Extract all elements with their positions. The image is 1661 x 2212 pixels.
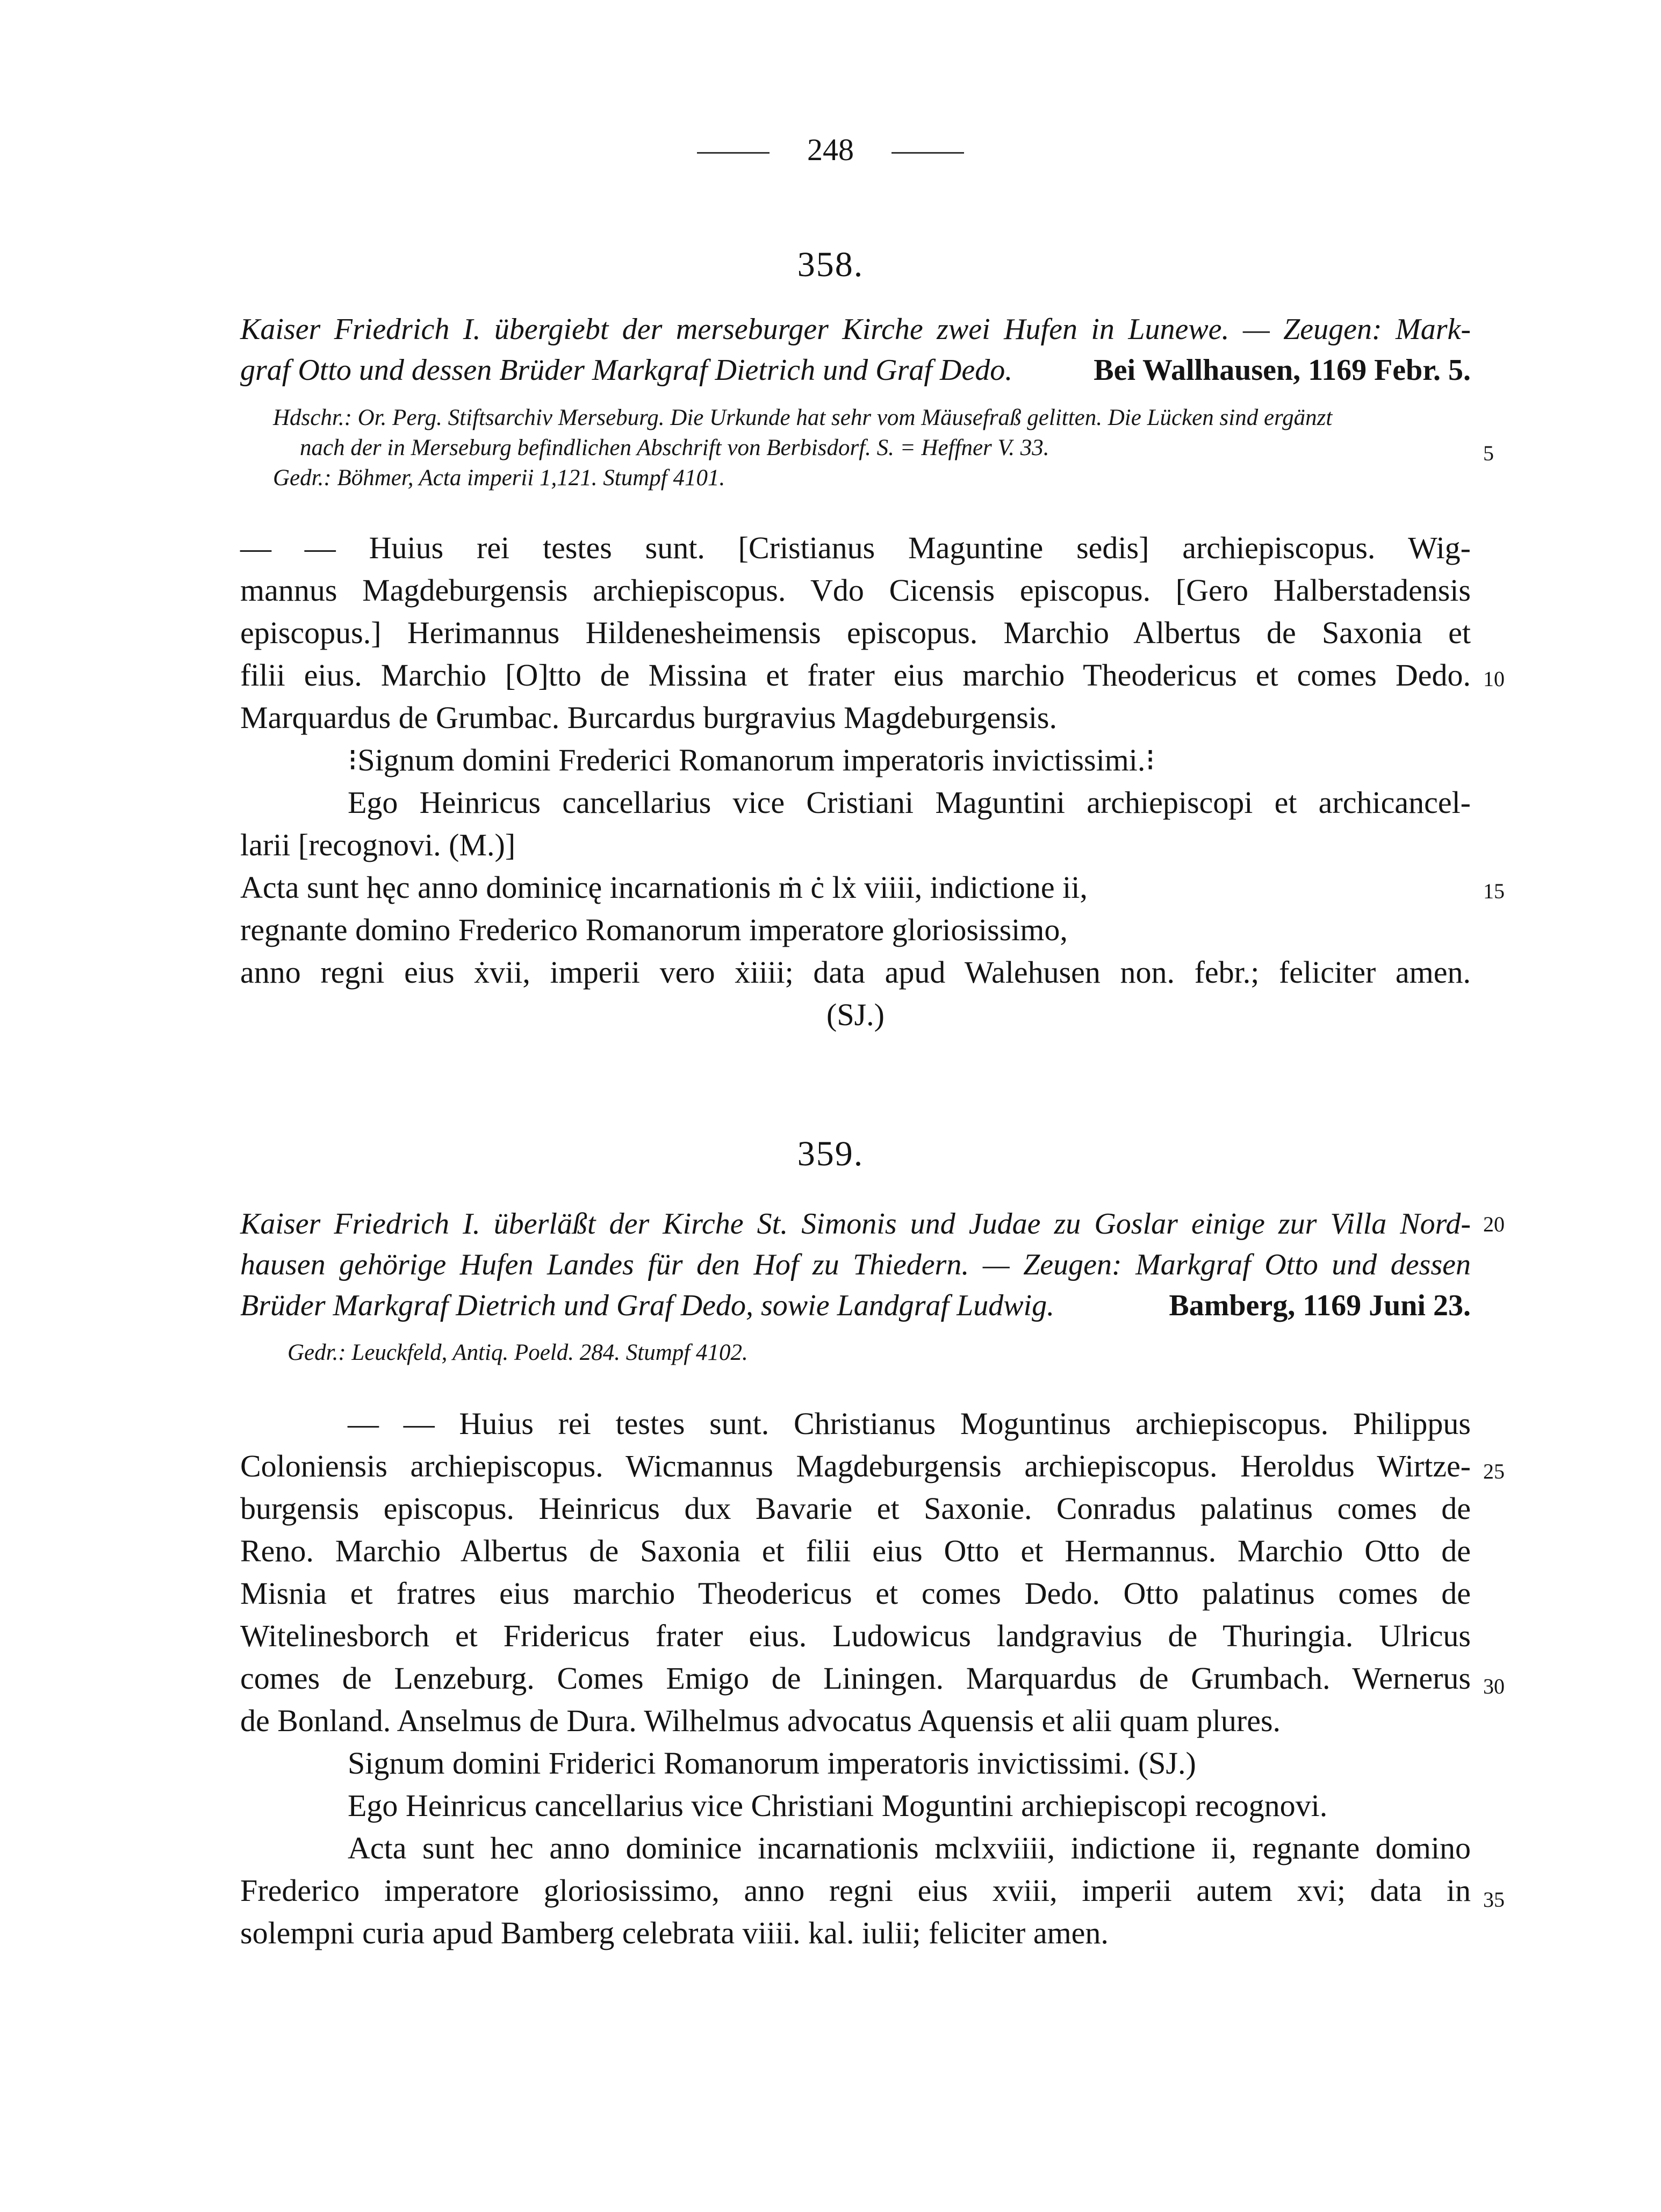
text-line: Misnia et fratres eius marchio Theodericus et comes Dedo. Otto palatinus comes de <box>240 1576 1471 1611</box>
text-line: ⁝Signum domini Frederici Romanorum imperatoris invictissimi.⁝ <box>348 743 1155 777</box>
text-line: Witelinesborch et Fridericus frater eius. Ludowicus landgravius de Thuringia. Ulricus <box>240 1618 1471 1653</box>
notes-359 <box>287 1338 1485 1368</box>
note-line: Gedr.: Böhmer, Acta imperii 1,121. Stumpf 4101. <box>273 465 725 491</box>
text-line: anno regni eius ẋvii, imperii vero ẋiiii; data apud Walehusen non. febr.; feliciter amen. <box>240 955 1471 990</box>
line-number: 15 <box>1483 879 1505 903</box>
text-line <box>240 1827 1471 1869</box>
document-number-358: 358. <box>797 245 864 284</box>
text-line: (SJ.) <box>826 997 885 1032</box>
regest-text: graf Otto und dessen Brüder Markgraf Dietrich und Graf Dedo. <box>240 354 1013 387</box>
line-number: 30 <box>1483 1674 1505 1698</box>
text-line: Acta sunt hęc anno dominicę incarnationis ṁ ċ lẋ viiii, indictione ii, <box>240 870 1088 905</box>
text-line: Signum domini Friderici Romanorum imperatoris invictissimi. (SJ.) <box>348 1746 1196 1781</box>
text-line: episcopus.] Herimannus Hildenesheimensis episcopus. Marchio Albertus de Saxonia et <box>240 615 1471 650</box>
line-number: 35 <box>1483 1887 1505 1912</box>
note-line: Gedr.: Leuckfeld, Antiq. Poeld. 284. Stumpf 4102. <box>287 1340 748 1365</box>
dateline: Bamberg, 1169 Juni 23. <box>1169 1289 1471 1322</box>
regest-line <box>240 350 1471 391</box>
text-line: solempni curia apud Bamberg celebrata viiii. kal. iulii; feliciter amen. <box>240 1915 1109 1950</box>
note-line: nach der in Merseburg befindlichen Abschrift von Berbisdorf. S. = Heffner V. 33. <box>300 435 1049 460</box>
document-number-359: 359. <box>797 1134 864 1173</box>
line-number: 20 <box>1483 1212 1505 1236</box>
note-line: Hdschr.: Or. Perg. Stiftsarchiv Merseburg. Die Urkunde hat sehr vom Mäusefraß gelitten. Die Lücken sind ergänzt <box>273 405 1333 430</box>
text-line: Reno. Marchio Albertus de Saxonia et filii eius Otto et Hermannus. Marchio Otto de <box>240 1533 1471 1568</box>
text-line: Coloniensis archiepiscopus. Wicmannus Magdeburgensis archiepiscopus. Heroldus Wirtze- <box>240 1449 1471 1483</box>
text-line <box>240 1402 1471 1445</box>
header-rule-right <box>891 152 964 154</box>
text-line: filii eius. Marchio [O]tto de Missina et frater eius marchio Theodericus et comes Dedo. <box>240 658 1471 693</box>
text-line: Ego Heinricus cancellarius vice Christiani Moguntini archiepiscopi recognovi. <box>348 1788 1328 1823</box>
line-number: 5 <box>1483 441 1494 465</box>
charter-text-359 <box>240 1402 1471 1954</box>
dateline: Bei Wallhausen, 1169 Febr. 5. <box>1094 354 1471 387</box>
regest-line: Kaiser Friedrich I. übergiebt der merseburger Kirche zwei Hufen in Lunewe. — Zeugen: Mark- <box>240 313 1471 346</box>
text-line: larii [recognovi. (M.)] <box>240 827 516 862</box>
text-line: Frederico imperatore gloriosissimo, anno regni eius xviii, imperii autem xvi; data in <box>240 1873 1471 1908</box>
text-line: mannus Magdeburgensis archiepiscopus. Vdo Cicensis episcopus. [Gero Halberstadensis <box>240 573 1471 608</box>
text-line-content: Acta sunt hec anno dominice incarnationis mclxviiii, indictione ii, regnante domino <box>348 1831 1471 1865</box>
page-header <box>0 132 1661 168</box>
text-line: regnante domino Frederico Romanorum imperatore gloriosissimo, <box>240 912 1068 947</box>
text-line: Marquardus de Grumbac. Burcardus burgravius Magdeburgensis. <box>240 700 1058 735</box>
line-number: 25 <box>1483 1459 1505 1483</box>
text-line: Ego Heinricus cancellarius vice Cristiani Maguntini archiepiscopi et archicancel- <box>348 785 1471 820</box>
line-number: 10 <box>1483 667 1505 691</box>
text-line: comes de Lenzeburg. Comes Emigo de Liningen. Marquardus de Grumbach. Wernerus <box>240 1661 1471 1696</box>
text-line: burgensis episcopus. Heinricus dux Bavarie et Saxonie. Conradus palatinus comes de <box>240 1491 1471 1526</box>
notes-358 <box>273 403 1471 493</box>
regest-359 <box>240 1204 1471 1326</box>
regest-line: Kaiser Friedrich I. überläßt der Kirche St. Simonis und Judae zu Goslar einige zur Villa Nord- <box>240 1207 1471 1241</box>
header-rule-left <box>697 152 770 154</box>
text-line: — — Huius rei testes sunt. [Cristianus Maguntine sedis] archiepiscopus. Wig- <box>240 530 1471 565</box>
regest-line: hausen gehörige Hufen Landes für den Hof zu Thiedern. — Zeugen: Markgraf Otto und dessen <box>240 1248 1471 1281</box>
regest-358 <box>240 309 1471 391</box>
text-line-content: — — Huius rei testes sunt. Christianus Moguntinus archiepiscopus. Philippus <box>348 1406 1471 1441</box>
text-line: de Bonland. Anselmus de Dura. Wilhelmus advocatus Aquensis et alii quam plures. <box>240 1703 1281 1738</box>
regest-line <box>240 1285 1471 1326</box>
page-number: 248 <box>807 132 854 167</box>
charter-text-358 <box>240 527 1471 1036</box>
regest-text: Brüder Markgraf Dietrich und Graf Dedo, sowie Landgraf Ludwig. <box>240 1289 1055 1322</box>
